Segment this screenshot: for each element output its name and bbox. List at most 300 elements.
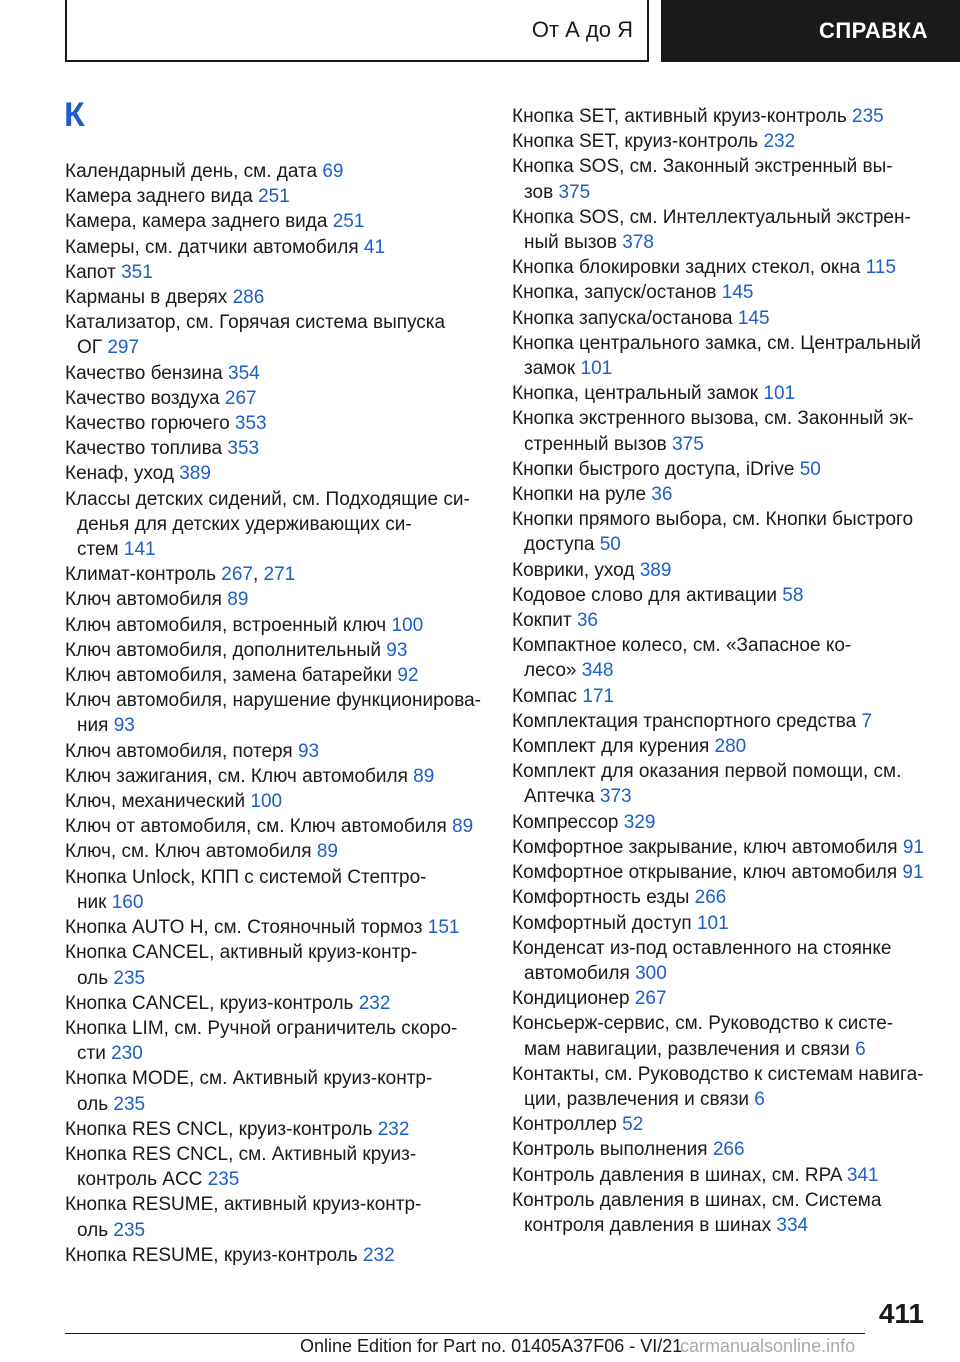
- index-entry: [512, 1062, 932, 1112]
- index-entry-text: Ключ автомобиля, замена батарейки: [65, 665, 393, 687]
- index-entry: [512, 633, 932, 683]
- index-entry-text: Кнопка экстренного вызова, см. Законный эк‐: [512, 408, 914, 430]
- index-entry-text: Климат-контроль: [65, 564, 216, 586]
- section-tab[interactable]: [65, 0, 649, 62]
- index-entry-text: оль: [77, 967, 109, 989]
- index-entry-text: Контроллер: [512, 1114, 617, 1136]
- index-entry: [512, 558, 932, 583]
- index-entry-text: Комфортное закрывание, ключ автомобиля: [512, 836, 898, 858]
- index-entry: [65, 814, 485, 839]
- index-entry-text: Классы детских сидений, см. Подходящие си‐: [65, 488, 470, 510]
- footer-divider: [65, 1333, 865, 1334]
- index-entry-line: [512, 1112, 932, 1137]
- index-entry-text: стем: [77, 539, 119, 561]
- index-entry: [512, 482, 932, 507]
- index-entry-line: [65, 814, 485, 839]
- index-entry-text: контроля давления в шинах: [524, 1214, 772, 1236]
- page-reference-link[interactable]: 91: [902, 862, 924, 884]
- index-entry-text: оль: [77, 1219, 109, 1241]
- page-reference-link[interactable]: 101: [696, 912, 729, 934]
- index-entry-text: Кнопка, запуск/останов: [512, 282, 717, 304]
- index-entry-line: [65, 184, 485, 209]
- page-reference-link[interactable]: 232: [763, 131, 796, 153]
- index-entry-line: [512, 633, 932, 658]
- index-entry-text: стренный вызов: [524, 433, 667, 455]
- page-reference-link[interactable]: 89: [316, 841, 338, 863]
- index-entry-text: Кнопка LIM, см. Ручной ограничитель скоро‐: [65, 1017, 458, 1039]
- index-entry-line: [512, 255, 932, 280]
- index-entry-line: [65, 739, 485, 764]
- index-entry-text: Карманы в дверях: [65, 287, 228, 309]
- index-column-right: [512, 104, 932, 1238]
- index-entry-text: Камера, камера заднего вида: [65, 211, 328, 233]
- page-reference-link[interactable]: 300: [635, 962, 667, 984]
- page-reference-link[interactable]: 89: [452, 816, 474, 838]
- page-reference-link[interactable]: 141: [123, 539, 156, 561]
- index-entry-line: [65, 991, 485, 1016]
- index-entry-line: [65, 688, 485, 713]
- index-entry: [65, 638, 485, 663]
- index-entry-text: Календарный день, см. дата: [65, 161, 318, 182]
- page-number: 411: [878, 1298, 924, 1329]
- page-reference-link[interactable]: 6: [754, 1088, 765, 1110]
- index-entry: [512, 860, 932, 885]
- page-reference-link[interactable]: 375: [672, 433, 704, 455]
- page-reference-link[interactable]: 286: [232, 287, 265, 309]
- index-entry-text: Качество топлива: [65, 438, 223, 460]
- page-reference-link[interactable]: 334: [776, 1214, 809, 1236]
- index-entry-text: Кокпит: [512, 610, 572, 632]
- index-entry-text: Кнопки быстрого доступа, iDrive: [512, 458, 795, 480]
- index-entry-line: [512, 1062, 932, 1087]
- index-entry-line: [77, 1218, 485, 1243]
- index-entry-text: Качество воздуха: [65, 387, 220, 409]
- index-entry-text: Конденсат из-под оставленного на стоянке: [512, 937, 892, 959]
- index-entry: [512, 709, 932, 734]
- page-reference-link[interactable]: 232: [377, 1118, 410, 1140]
- index-entry-line: [77, 1092, 485, 1117]
- index-entry-line: [512, 608, 932, 633]
- index-entry-line: [512, 885, 932, 910]
- index-entry-line: [512, 734, 932, 759]
- index-entry-text: Кенаф, уход: [65, 463, 174, 485]
- page-reference-link[interactable]: 69: [322, 161, 344, 182]
- page-reference-link[interactable]: 36: [576, 610, 598, 632]
- page-reference-link[interactable]: 235: [852, 106, 884, 127]
- index-entry-text: Контроль давления в шинах, см. RPA: [512, 1164, 842, 1186]
- index-entry-line: [77, 537, 485, 562]
- index-entry-text: Кнопка RES CNCL, круиз-контроль: [65, 1118, 373, 1140]
- index-entry-line: [65, 1243, 485, 1268]
- index-entry-text: замок: [524, 358, 576, 380]
- index-entry-line: [65, 1192, 485, 1217]
- index-entry-line: [65, 587, 485, 612]
- page-reference-link[interactable]: 354: [228, 362, 260, 384]
- index-entry: [65, 361, 485, 386]
- page-reference-link[interactable]: 389: [639, 559, 672, 581]
- index-entry-line: [65, 411, 485, 436]
- index-entry-text: Комфортное открывание, ключ автомобиля: [512, 862, 898, 884]
- page-reference-link[interactable]: 50: [599, 534, 621, 556]
- page-reference-link[interactable]: 100: [391, 614, 424, 636]
- page-reference-link[interactable]: 297: [107, 337, 140, 359]
- index-entry-text: оль: [77, 1093, 109, 1115]
- index-entry: [512, 936, 932, 986]
- index-entry: [512, 331, 932, 381]
- index-entry: [65, 991, 485, 1016]
- index-entry-line: [512, 1163, 932, 1188]
- index-entry: [65, 209, 485, 234]
- index-entry-line: [512, 306, 932, 331]
- page-reference-link[interactable]: 235: [207, 1169, 240, 1191]
- page-reference-link[interactable]: 235: [113, 967, 146, 989]
- index-entry-line: [65, 1142, 485, 1167]
- index-entry: [512, 1011, 932, 1061]
- page-reference-link[interactable]: 93: [386, 639, 408, 661]
- index-entry-line: [65, 159, 485, 184]
- index-entry-line: [65, 1117, 485, 1142]
- index-entry-line: [65, 764, 485, 789]
- index-entry: [512, 734, 932, 759]
- index-entry: [65, 386, 485, 411]
- index-entry-text: Ключ, см. Ключ автомобиля: [65, 841, 312, 863]
- index-entry: [65, 587, 485, 612]
- page-reference-link[interactable]: 351: [121, 261, 153, 283]
- index-entry: [512, 835, 932, 860]
- page-reference-link[interactable]: 171: [582, 685, 615, 707]
- index-entry-line: [77, 966, 485, 991]
- index-entry-line: [65, 285, 485, 310]
- index-entry: [65, 1016, 485, 1066]
- page-reference-link[interactable]: 348: [581, 660, 614, 682]
- page-reference-link[interactable]: 267: [221, 564, 253, 586]
- page-reference-link[interactable]: 353: [227, 438, 260, 460]
- page-reference-link[interactable]: 267: [634, 988, 667, 1010]
- index-entry-line: [77, 890, 485, 915]
- index-entry-line: [65, 461, 485, 486]
- index-entry: [512, 457, 932, 482]
- index-entry-text: Кнопка запуска/останова: [512, 307, 733, 329]
- index-entry: [65, 461, 485, 486]
- index-entry-text: Компас: [512, 685, 578, 707]
- index-entry-text: Комфортность езды: [512, 887, 690, 909]
- index-entry-text: Кнопка CANCEL, активный круиз-контр‐: [65, 942, 418, 964]
- index-entry: [65, 159, 485, 184]
- page-reference-link[interactable]: 58: [782, 584, 804, 606]
- page-reference-link[interactable]: 91: [902, 836, 924, 858]
- index-entry-line: [512, 911, 932, 936]
- index-entry-line: [65, 361, 485, 386]
- index-entry-text: доступа: [524, 534, 595, 556]
- index-entry-line: [65, 638, 485, 663]
- index-entry-text: Компрессор: [512, 811, 619, 833]
- index-entry-line: [65, 436, 485, 461]
- index-entry-text: мам навигации, развлечения и связи: [524, 1038, 850, 1060]
- page-reference-link[interactable]: 271: [263, 564, 296, 586]
- index-entry: [65, 235, 485, 260]
- index-entry-text: Кнопки прямого выбора, см. Кнопки быстрого: [512, 509, 914, 531]
- page-reference-link[interactable]: 280: [714, 736, 747, 758]
- index-entry-line: [77, 713, 485, 738]
- index-entry-text: Ключ автомобиля: [65, 589, 222, 611]
- index-entry-text: Комплектация транспортного средства: [512, 710, 857, 732]
- index-entry-line: [65, 663, 485, 688]
- index-entry: [65, 1243, 485, 1268]
- page-reference-link[interactable]: 160: [111, 891, 144, 913]
- page-reference-link[interactable]: 235: [113, 1093, 146, 1115]
- index-entry-text: Контакты, см. Руководство к системам навига‐: [512, 1063, 924, 1085]
- index-entry-line: [524, 230, 932, 255]
- index-entry-line: [512, 583, 932, 608]
- index-entry-line: [512, 810, 932, 835]
- index-entry-line: [77, 1041, 485, 1066]
- index-entry-text: Кнопка, центральный замок: [512, 383, 759, 405]
- index-entry-line: [65, 235, 485, 260]
- index-entry: [65, 487, 485, 563]
- index-entry-line: [524, 356, 932, 381]
- index-entry-text: ния: [77, 715, 109, 737]
- index-entry: [512, 810, 932, 835]
- page-reference-link[interactable]: 52: [622, 1114, 644, 1136]
- index-entry-line: [512, 507, 932, 532]
- index-entry-line: [65, 789, 485, 814]
- index-entry-text: сти: [77, 1043, 106, 1065]
- index-entry-text: Коврики, уход: [512, 559, 635, 581]
- index-entry-line: Климат-контроль 267, 271: [65, 564, 296, 586]
- index-entry-text: Кнопка RESUME, круиз-контроль: [65, 1244, 358, 1266]
- page-reference-link[interactable]: 145: [721, 282, 754, 304]
- index-entry: [65, 1192, 485, 1242]
- index-entry-text: Качество бензина: [65, 362, 223, 384]
- index-entry-text: Кнопка центрального замка, см. Центральный: [512, 332, 921, 354]
- page-reference-link[interactable]: 89: [413, 765, 435, 787]
- index-entry-line: [65, 487, 485, 512]
- index-entry: [65, 562, 485, 587]
- index-entry-text: Ключ зажигания, см. Ключ автомобиля: [65, 765, 408, 787]
- index-entry-line: [524, 784, 932, 809]
- index-entry-line: [65, 260, 485, 285]
- index-entry: [65, 865, 485, 915]
- watermark: carmanualsonline.info: [680, 1336, 856, 1356]
- index-entry: [65, 1117, 485, 1142]
- index-entry: [512, 1163, 932, 1188]
- index-entry-text: Кнопка CANCEL, круиз-контроль: [65, 992, 354, 1014]
- index-letter-heading: К: [64, 96, 85, 134]
- page-reference-link[interactable]: 341: [846, 1164, 879, 1186]
- page-reference-link[interactable]: 41: [363, 236, 386, 258]
- index-entry-line: [524, 1037, 932, 1062]
- page-reference-link[interactable]: 93: [113, 715, 135, 737]
- index-entry-text: Ключ автомобиля, дополнительный: [65, 639, 381, 661]
- index-entry: [512, 406, 932, 456]
- index-entry-text: Аптечка: [524, 786, 595, 808]
- index-entry-line: [65, 915, 485, 940]
- index-entry-text: Комплект для курения: [512, 736, 710, 758]
- index-entry-text: ОГ: [77, 337, 103, 359]
- page-reference-link[interactable]: 151: [427, 917, 460, 939]
- page-reference-link[interactable]: 378: [622, 232, 654, 254]
- index-entry-line: [65, 1016, 485, 1041]
- index-entry-text: Кондиционер: [512, 988, 630, 1010]
- index-entry-line: [512, 709, 932, 734]
- index-entry-text: лесо»: [524, 660, 577, 682]
- index-entry-text: контроль ACC: [77, 1169, 203, 1191]
- index-entry: [65, 839, 485, 864]
- index-entry: [512, 154, 932, 204]
- index-entry-text: Ключ, механический: [65, 791, 246, 813]
- index-entry: [65, 915, 485, 940]
- index-entry-line: [524, 1213, 932, 1238]
- index-entry-line: [65, 865, 485, 890]
- page-reference-link[interactable]: 100: [250, 791, 283, 813]
- page-reference-link[interactable]: 235: [113, 1219, 146, 1241]
- index-entry: [65, 1066, 485, 1116]
- index-entry: [65, 184, 485, 209]
- index-entry-line: [77, 1167, 485, 1192]
- index-entry: [512, 885, 932, 910]
- index-entry-text: Катализатор, см. Горячая система выпуска: [65, 312, 446, 334]
- page-reference-link[interactable]: 7: [861, 710, 873, 732]
- page-reference-link[interactable]: 230: [111, 1043, 143, 1065]
- index-entry-line: [524, 432, 932, 457]
- index-entry-line: [77, 335, 485, 360]
- page-reference-link[interactable]: 89: [227, 589, 249, 611]
- page-reference-link[interactable]: 251: [258, 186, 290, 208]
- page-reference-link[interactable]: 329: [623, 811, 656, 833]
- index-entry-text: ник: [77, 891, 107, 913]
- index-entry-line: [512, 835, 932, 860]
- index-entry: [65, 613, 485, 638]
- index-entry: [512, 684, 932, 709]
- index-entry-text: Ключ автомобиля, потеря: [65, 740, 293, 762]
- index-entry-line: [512, 205, 932, 230]
- index-entry: [512, 1112, 932, 1137]
- index-entry: [512, 306, 932, 331]
- index-entry-text: Ключ автомобиля, нарушение функционирова‐: [65, 690, 481, 712]
- index-entry-line: [524, 961, 932, 986]
- index-entry: [512, 986, 932, 1011]
- index-entry: [512, 911, 932, 936]
- index-entry-text: Камеры, см. датчики автомобиля: [65, 236, 359, 258]
- page-reference-link[interactable]: 375: [558, 181, 591, 203]
- page-reference-link[interactable]: 115: [865, 257, 896, 279]
- index-entry-text: Кнопка блокировки задних стекол, окна: [512, 257, 861, 279]
- index-entry: [512, 255, 932, 280]
- index-entry: [65, 411, 485, 436]
- index-entry-text: Кнопки на руле: [512, 484, 647, 506]
- index-entry: [65, 285, 485, 310]
- index-entry-text: Контроль давления в шинах, см. Система: [512, 1189, 882, 1211]
- index-entry: [512, 381, 932, 406]
- index-entry-text: денья для детских удерживающих си‐: [77, 513, 412, 535]
- index-entry-line: [512, 331, 932, 356]
- index-entry: [512, 1188, 932, 1238]
- index-entry-line: [512, 684, 932, 709]
- index-entry-text: Камера заднего вида: [65, 186, 253, 208]
- page-reference-link[interactable]: 389: [179, 463, 211, 485]
- chapter-tab[interactable]: [661, 0, 960, 62]
- index-entry: [512, 104, 932, 129]
- index-entry-text: Консьерж-сервис, см. Руководство к систе‐: [512, 1013, 894, 1035]
- page-reference-link[interactable]: 93: [297, 740, 320, 762]
- index-entry-text: зов: [524, 181, 554, 203]
- index-entry-line: [512, 482, 932, 507]
- page-reference-link[interactable]: 36: [651, 484, 673, 506]
- index-entry: [65, 663, 485, 688]
- index-entry-text: Кнопка MODE, см. Активный круиз-контр‐: [65, 1068, 433, 1090]
- index-entry: [65, 436, 485, 461]
- index-entry-line: [65, 613, 485, 638]
- index-entry-text: Кнопка SOS, см. Законный экстренный вы‐: [512, 156, 893, 178]
- page-reference-link[interactable]: 50: [799, 458, 821, 480]
- page-reference-link[interactable]: 101: [580, 358, 613, 380]
- index-entry-line: [77, 512, 485, 537]
- footer-edition: Online Edition for Part no. 01405A37F06 - VI/21: [300, 1336, 683, 1356]
- page-reference-link[interactable]: 353: [234, 413, 267, 435]
- index-entry: [512, 759, 932, 809]
- index-entry-line: [524, 532, 932, 557]
- index-entry: [512, 129, 932, 154]
- index-entry-line: [524, 180, 932, 205]
- index-entry: [512, 205, 932, 255]
- page-reference-link[interactable]: 232: [358, 992, 391, 1014]
- page-reference-link[interactable]: 101: [763, 383, 796, 405]
- index-entry-text: Компактное колесо, см. «Запасное ко‐: [512, 635, 852, 657]
- index-entry: [512, 280, 932, 305]
- index-entry: [65, 260, 485, 285]
- index-entry-line: [65, 940, 485, 965]
- index-entry-line: [524, 658, 932, 683]
- index-entry-line: [512, 986, 932, 1011]
- index-entry-text: Кнопка AUTO H, см. Стояночный тормоз: [65, 917, 423, 939]
- index-entry-line: [512, 1188, 932, 1213]
- chapter-tab-label: СПРАВКА: [818, 18, 928, 43]
- index-entry-line: [512, 154, 932, 179]
- index-entry-text: автомобиля: [524, 962, 630, 984]
- page-reference-link[interactable]: 92: [397, 665, 419, 687]
- index-entry-line: [65, 310, 485, 335]
- index-entry-line: [512, 104, 932, 129]
- index-entry-line: [512, 406, 932, 431]
- index-entry-line: [512, 280, 932, 305]
- index-entry-text: Кнопка SET, активный круиз-контроль: [512, 106, 847, 127]
- index-entry: [65, 1142, 485, 1192]
- index-entry-text: Кнопка RES CNCL, см. Активный круиз-: [65, 1143, 417, 1165]
- index-entry-line: [512, 860, 932, 885]
- page-reference-link[interactable]: 266: [712, 1139, 745, 1161]
- page-reference-link[interactable]: 266: [694, 887, 727, 909]
- index-entry: [512, 507, 932, 557]
- index-entry-text: Ключ от автомобиля, см. Ключ автомобиля: [65, 816, 447, 838]
- page-reference-link[interactable]: 232: [362, 1244, 395, 1266]
- index-entry: [512, 583, 932, 608]
- index-entry-line: [512, 457, 932, 482]
- index-entry: [65, 688, 485, 738]
- page-reference-link[interactable]: 373: [599, 786, 632, 808]
- index-entry-text: Комфортный доступ: [512, 912, 692, 934]
- index-entry-text: Кнопка RESUME, активный круиз-контр‐: [65, 1194, 422, 1216]
- index-entry: [65, 940, 485, 990]
- page-reference-link[interactable]: 251: [332, 211, 365, 233]
- index-entry: [65, 789, 485, 814]
- index-entry: [512, 1137, 932, 1162]
- page-reference-link[interactable]: 6: [855, 1038, 866, 1060]
- page-reference-link[interactable]: 145: [737, 307, 770, 329]
- index-entry-text: ный вызов: [524, 232, 617, 254]
- index-entry-line: [512, 129, 932, 154]
- index-column-left: [65, 159, 485, 1268]
- page-reference-link[interactable]: 267: [224, 387, 257, 409]
